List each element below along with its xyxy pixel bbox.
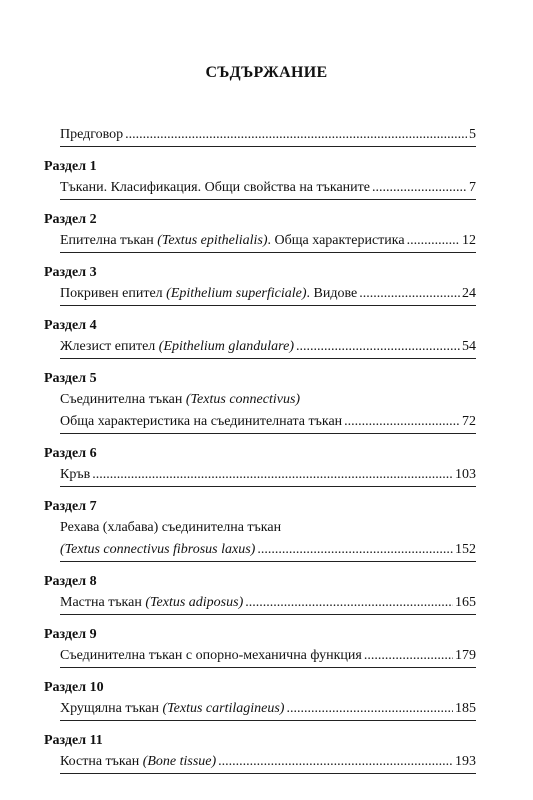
- section-heading: Раздел 3: [44, 265, 97, 280]
- toc-entry-suffix: . Обща характеристика: [267, 233, 405, 248]
- toc-sections: [44, 157, 476, 774]
- toc-page-number: 54: [462, 339, 476, 354]
- toc-entry-latin-term: (Textus adiposus): [145, 595, 244, 610]
- section-heading: Раздел 8: [44, 574, 97, 589]
- toc-entry-label: Костна тъкан: [60, 754, 143, 769]
- section-heading: Раздел 9: [44, 627, 97, 642]
- toc-entry[interactable]: [44, 411, 476, 433]
- toc-entry-label: Епителна тъкан: [60, 233, 158, 248]
- section-heading: Раздел 10: [44, 680, 104, 695]
- toc-entry-text: [60, 464, 90, 486]
- toc-entry[interactable]: [44, 592, 476, 614]
- toc-entry-text: [60, 645, 362, 667]
- section-heading: Раздел 7: [44, 499, 97, 514]
- section-heading: Раздел 2: [44, 212, 97, 227]
- toc-entry[interactable]: [44, 230, 476, 252]
- section-divider: [60, 773, 476, 774]
- toc-entry-first-line[interactable]: [44, 389, 476, 411]
- toc-page-number: 193: [455, 754, 476, 769]
- toc-entry-text: [60, 751, 216, 773]
- page-title: СЪДЪРЖАНИЕ: [205, 64, 328, 81]
- toc-entry[interactable]: [44, 751, 476, 773]
- toc-entry-text: [60, 539, 255, 561]
- section-divider: [60, 561, 476, 562]
- toc-entry-text: [60, 283, 357, 305]
- toc-entry-preface[interactable]: [44, 124, 476, 146]
- toc-page-number: 12: [462, 233, 476, 248]
- toc-entry-latin-term: (Textus epithelialis): [157, 233, 268, 248]
- toc-entry[interactable]: [44, 336, 476, 358]
- section-divider: [60, 433, 476, 434]
- dot-leader: [92, 464, 453, 486]
- toc-entry-text: [60, 698, 284, 720]
- toc-entry-latin-term: (Textus cartilagineus): [162, 701, 285, 716]
- section-divider: [60, 199, 476, 200]
- toc-entry[interactable]: [44, 283, 476, 305]
- toc-entry-label: Кръв: [60, 467, 91, 482]
- dot-leader: [245, 592, 453, 614]
- toc-entry[interactable]: [44, 645, 476, 667]
- toc-entry-label: Предговор: [60, 127, 124, 142]
- toc-entry-label: Хрущялна тъкан: [60, 701, 163, 716]
- toc-entry-latin-term: (Bone tissue): [142, 754, 217, 769]
- toc-entry-latin-term: (Epithelium superficiale): [166, 286, 307, 301]
- section-divider: [60, 614, 476, 615]
- toc-page-number: 103: [455, 467, 476, 482]
- dot-leader: [125, 124, 467, 146]
- toc-entry-label: Обща характеристика на съединителната тъкан: [60, 414, 343, 429]
- section-divider: [60, 358, 476, 359]
- toc-entry-label: Покривен епител: [60, 286, 167, 301]
- toc-entry-suffix: . Видове: [306, 286, 358, 301]
- toc-page-number: 72: [462, 414, 476, 429]
- dot-leader: [296, 336, 460, 358]
- section-divider: [60, 305, 476, 306]
- toc-entry-text: [60, 230, 405, 252]
- toc-page-number: 179: [455, 648, 476, 663]
- toc-entry-text: [60, 336, 294, 358]
- toc-entry[interactable]: [44, 698, 476, 720]
- toc-entry-text: [60, 177, 370, 199]
- toc-entry-label: Рехава (хлабава) съединителна тъкан: [60, 520, 282, 535]
- toc-entry-first-line[interactable]: [44, 517, 476, 539]
- dot-leader: [257, 539, 453, 561]
- dot-leader: [286, 698, 453, 720]
- toc-entry-latin-term: (Textus connectivus): [185, 392, 301, 407]
- section-heading: Раздел 5: [44, 371, 97, 386]
- toc-entry-label: Жлезист епител: [60, 339, 159, 354]
- toc-page-number: 165: [455, 595, 476, 610]
- toc-entry-label: Съединителна тъкан: [60, 392, 186, 407]
- toc-entry[interactable]: [44, 539, 476, 561]
- table-of-contents: [44, 124, 476, 774]
- dot-leader: [359, 283, 460, 305]
- toc-page-number: 5: [469, 127, 476, 142]
- section-divider: [60, 486, 476, 487]
- dot-leader: [372, 177, 467, 199]
- toc-entry-label: Мастна тъкан: [60, 595, 146, 610]
- toc-page-number: 7: [469, 180, 476, 195]
- dot-leader: [218, 751, 453, 773]
- dot-leader: [407, 230, 460, 252]
- section-heading: Раздел 11: [44, 733, 103, 748]
- toc-page-number: 152: [455, 542, 476, 557]
- section-divider: [60, 146, 476, 147]
- toc-entry[interactable]: [44, 177, 476, 199]
- section-heading: Раздел 1: [44, 159, 97, 174]
- section-heading: Раздел 4: [44, 318, 97, 333]
- section-divider: [60, 667, 476, 668]
- toc-entry-text: [60, 411, 342, 433]
- toc-entry[interactable]: [44, 464, 476, 486]
- toc-entry-latin-term: (Epithelium glandulare): [158, 339, 294, 354]
- toc-entry-text: [60, 592, 243, 614]
- toc-page-number: 24: [462, 286, 476, 301]
- toc-page-number: 185: [455, 701, 476, 716]
- section-divider: [60, 720, 476, 721]
- toc-entry-label: Съединителна тъкан с опорно-механична функция: [60, 648, 362, 663]
- dot-leader: [364, 645, 453, 667]
- section-divider: [60, 252, 476, 253]
- section-heading: Раздел 6: [44, 446, 97, 461]
- toc-entry-label: Тъкани. Класификация. Общи свойства на тъканите: [60, 180, 370, 195]
- dot-leader: [344, 411, 460, 433]
- toc-entry-latin-term: (Textus connectivus fibrosus laxus): [60, 542, 256, 557]
